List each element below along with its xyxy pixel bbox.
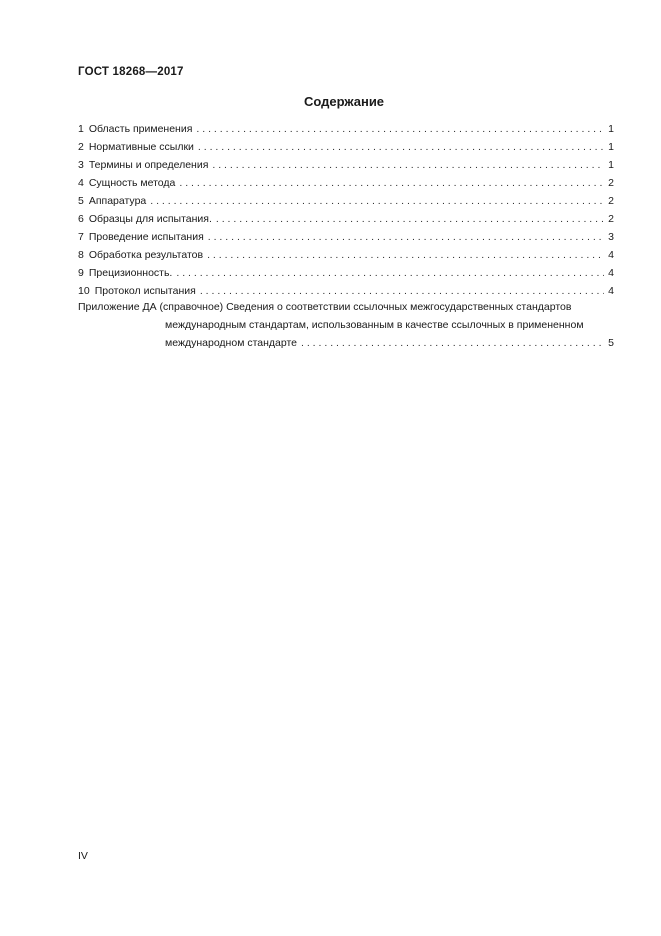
toc-entry-page: 4: [608, 285, 614, 297]
toc-entry-label: Область применения: [88, 123, 193, 135]
toc-leader-dots: [198, 138, 604, 156]
toc-entry-number: 5: [78, 195, 84, 207]
toc-title: Содержание: [303, 94, 385, 109]
toc-leader-dots: [301, 334, 604, 352]
toc-entry-page: 3: [608, 231, 614, 243]
toc-leader-dots: [212, 156, 604, 174]
toc-entry-page: 2: [608, 213, 614, 225]
toc-leader-dots: [176, 264, 604, 282]
toc-entry-page: 1: [608, 123, 614, 135]
toc-entry-number: 7: [78, 231, 84, 243]
toc-entry-number: 4: [78, 177, 84, 189]
toc-leader-dots: [179, 174, 604, 192]
toc-entry[interactable]: [78, 246, 614, 264]
toc-entry-number: 2: [78, 141, 84, 153]
appendix-title-line3-row: [78, 334, 614, 352]
toc-entry[interactable]: [78, 174, 614, 192]
toc-entry-number: 9: [78, 267, 84, 279]
toc-entry-label: Обработка результатов: [88, 249, 204, 261]
page-number: IV: [78, 850, 88, 862]
toc-entry[interactable]: [78, 192, 614, 210]
toc-leader-dots: [150, 192, 604, 210]
toc-entry[interactable]: [78, 138, 614, 156]
toc-entry-label: Протокол испытания: [94, 285, 196, 297]
toc-leader-dots: [207, 246, 604, 264]
document-code: ГОСТ 18268—2017: [78, 66, 184, 78]
toc-entry-label: Проведение испытания: [88, 231, 204, 243]
toc-leader-dots: [216, 210, 604, 228]
toc-entry-page: 1: [608, 141, 614, 153]
toc-entry[interactable]: [78, 228, 614, 246]
toc-entry[interactable]: [78, 264, 614, 282]
toc-entry[interactable]: [78, 156, 614, 174]
toc-entry[interactable]: [78, 120, 614, 138]
toc-entry-page: 4: [608, 249, 614, 261]
toc-entry[interactable]: [78, 210, 614, 228]
toc-entry-label: Аппаратура: [88, 195, 147, 207]
toc-entry-label: Образцы для испытания.: [88, 213, 212, 225]
appendix-page: 5: [608, 337, 614, 349]
toc-leader-dots: [196, 120, 604, 138]
appendix-title-line3: международном стандарте: [165, 337, 298, 349]
toc-entry-label: Термины и определения: [88, 159, 209, 171]
toc-entry-page: 2: [608, 177, 614, 189]
appendix-title-line1: Приложение ДА (справочное) Сведения о соответствии ссылочных межгосударственных стандартов: [78, 301, 572, 313]
toc-entry-page: 2: [608, 195, 614, 207]
toc-entry-page: 4: [608, 267, 614, 279]
toc-leader-dots: [208, 228, 604, 246]
toc-entry-number: 8: [78, 249, 84, 261]
toc-entry-label: Сущность метода: [88, 177, 176, 189]
toc-appendix-entry[interactable]: [78, 298, 614, 352]
toc-entry-number: 1: [78, 123, 84, 135]
toc-entry-label: Нормативные ссылки: [88, 141, 194, 153]
toc-entry-page: 1: [608, 159, 614, 171]
appendix-title-line2: международным стандартам, использованным в качестве ссылочных в примененном: [165, 319, 584, 331]
toc-entry-number: 6: [78, 213, 84, 225]
toc-entry-number: 3: [78, 159, 84, 171]
toc-entry-label: Прецизионность.: [88, 267, 173, 279]
toc-entry-number: 10: [78, 285, 90, 297]
table-of-contents: [78, 120, 614, 300]
